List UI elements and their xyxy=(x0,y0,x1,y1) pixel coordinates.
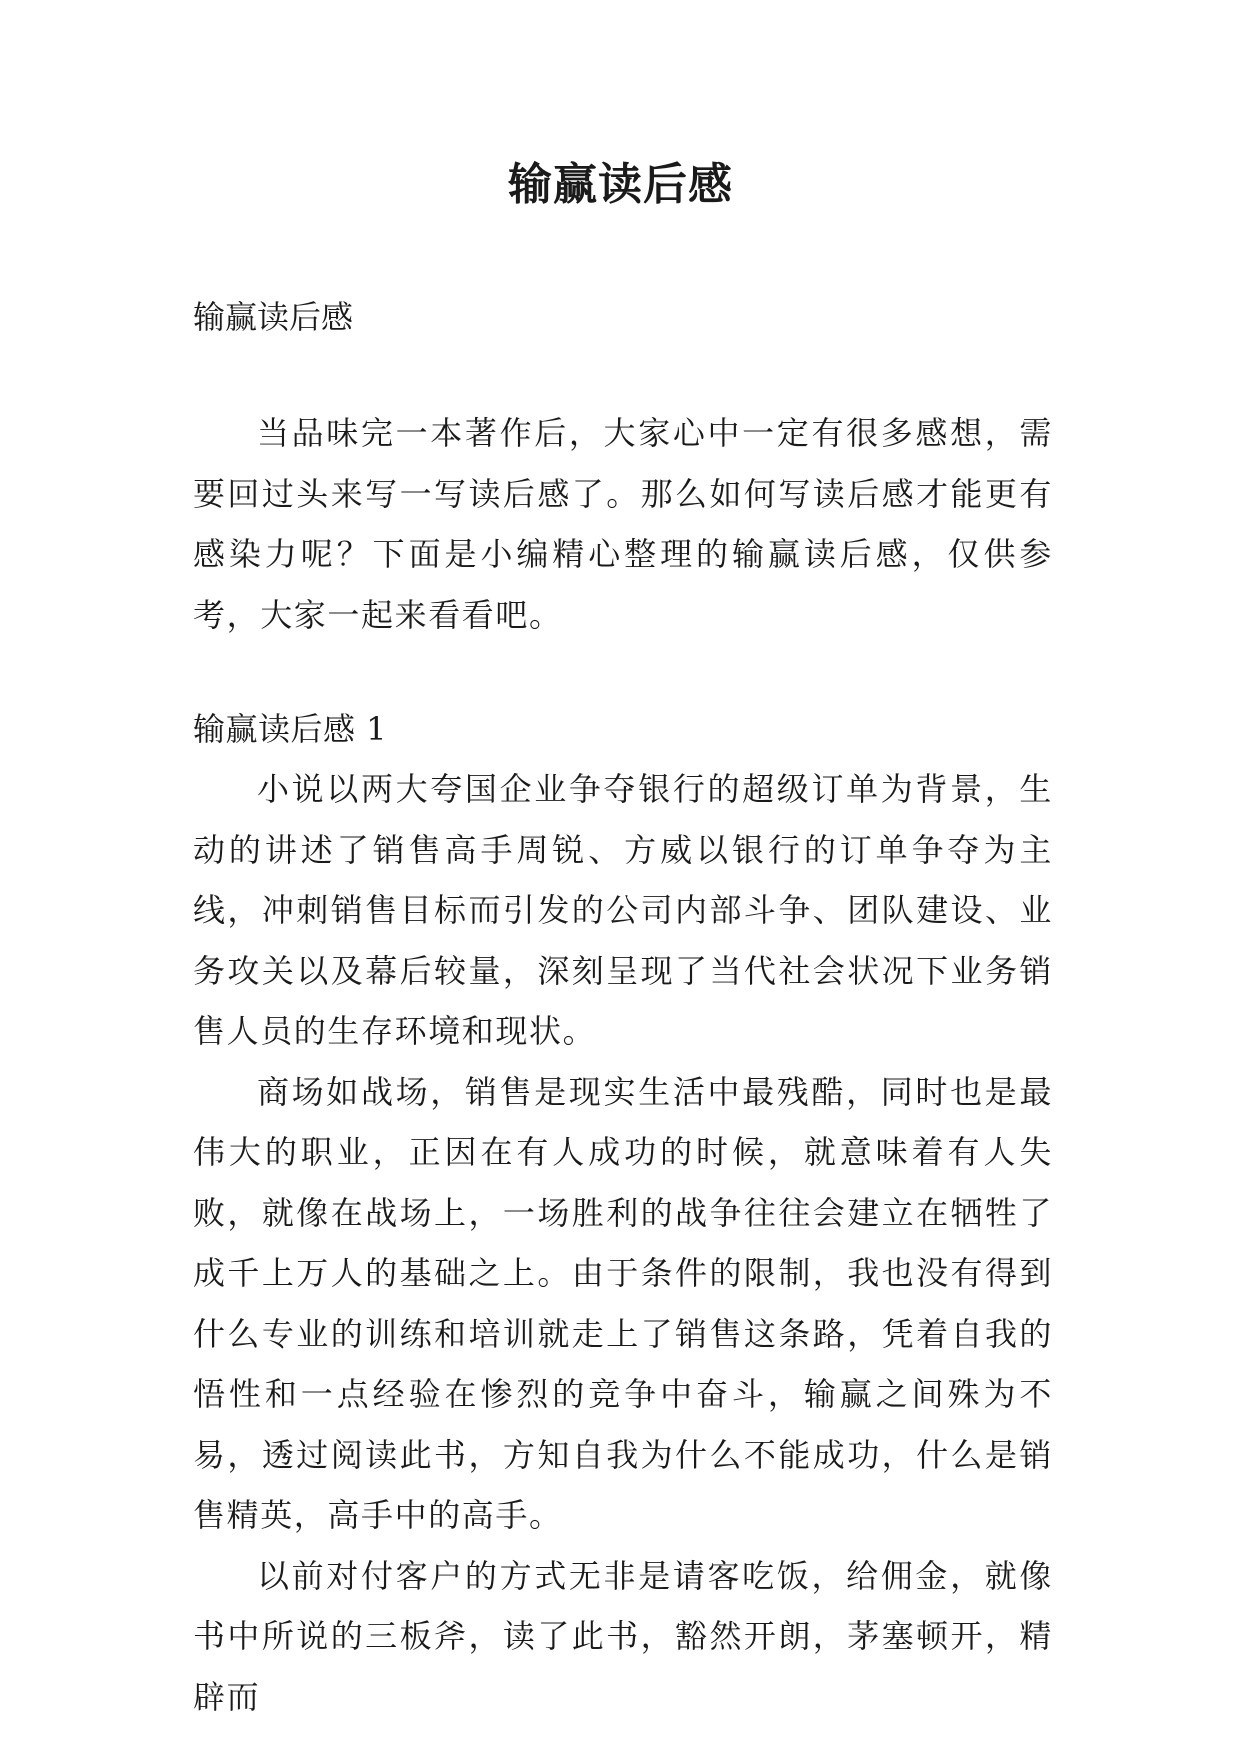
spacer xyxy=(193,347,1053,403)
document-title: 输赢读后感 xyxy=(508,159,733,210)
body-paragraph: 以前对付客户的方式无非是请客吃饭，给佣金，就像书中所说的三板斧，读了此书，豁然开朗，茅塞顿开，精辟而 xyxy=(193,1556,1053,1716)
spacer xyxy=(193,645,1053,699)
document-subtitle: 输赢读后感 xyxy=(193,298,354,336)
body-paragraph: 小说以两大夸国企业争夺银行的超级订单为背景，生动的讲述了销售高手周锐、方威以银行的订单争夺为主线，冲刺销售目标而引发的公司内部斗争、团队建设、业务攻关以及幕后较量，深刻呈现了当代社会状况下业务销售人员的生存环境和现状。 xyxy=(193,770,1053,1050)
document-body xyxy=(193,287,1053,1727)
section-heading: 输赢读后感 1 xyxy=(193,710,388,748)
body-paragraph: 商场如战场，销售是现实生活中最残酷，同时也是最伟大的职业，正因在有人成功的时候，就意味着有人失败，就像在战场上，一场胜利的战争往往会建立在牺牲了成千上万人的基础之上。由于条件的限制，我也没有得到什么专业的训练和培训就走上了销售这条路，凭着自我的悟性和一点经验在惨烈的竞争中奋斗，输赢之间殊为不易，透过阅读此书，方知自我为什么不能成功，什么是销售精英，高手中的高手。 xyxy=(193,1072,1053,1534)
intro-paragraph: 当品味完一本著作后，大家心中一定有很多感想，需要回过头来写一写读后感了。那么如何写读后感才能更有感染力呢？下面是小编精心整理的输赢读后感，仅供参考，大家一起来看看吧。 xyxy=(193,414,1053,634)
